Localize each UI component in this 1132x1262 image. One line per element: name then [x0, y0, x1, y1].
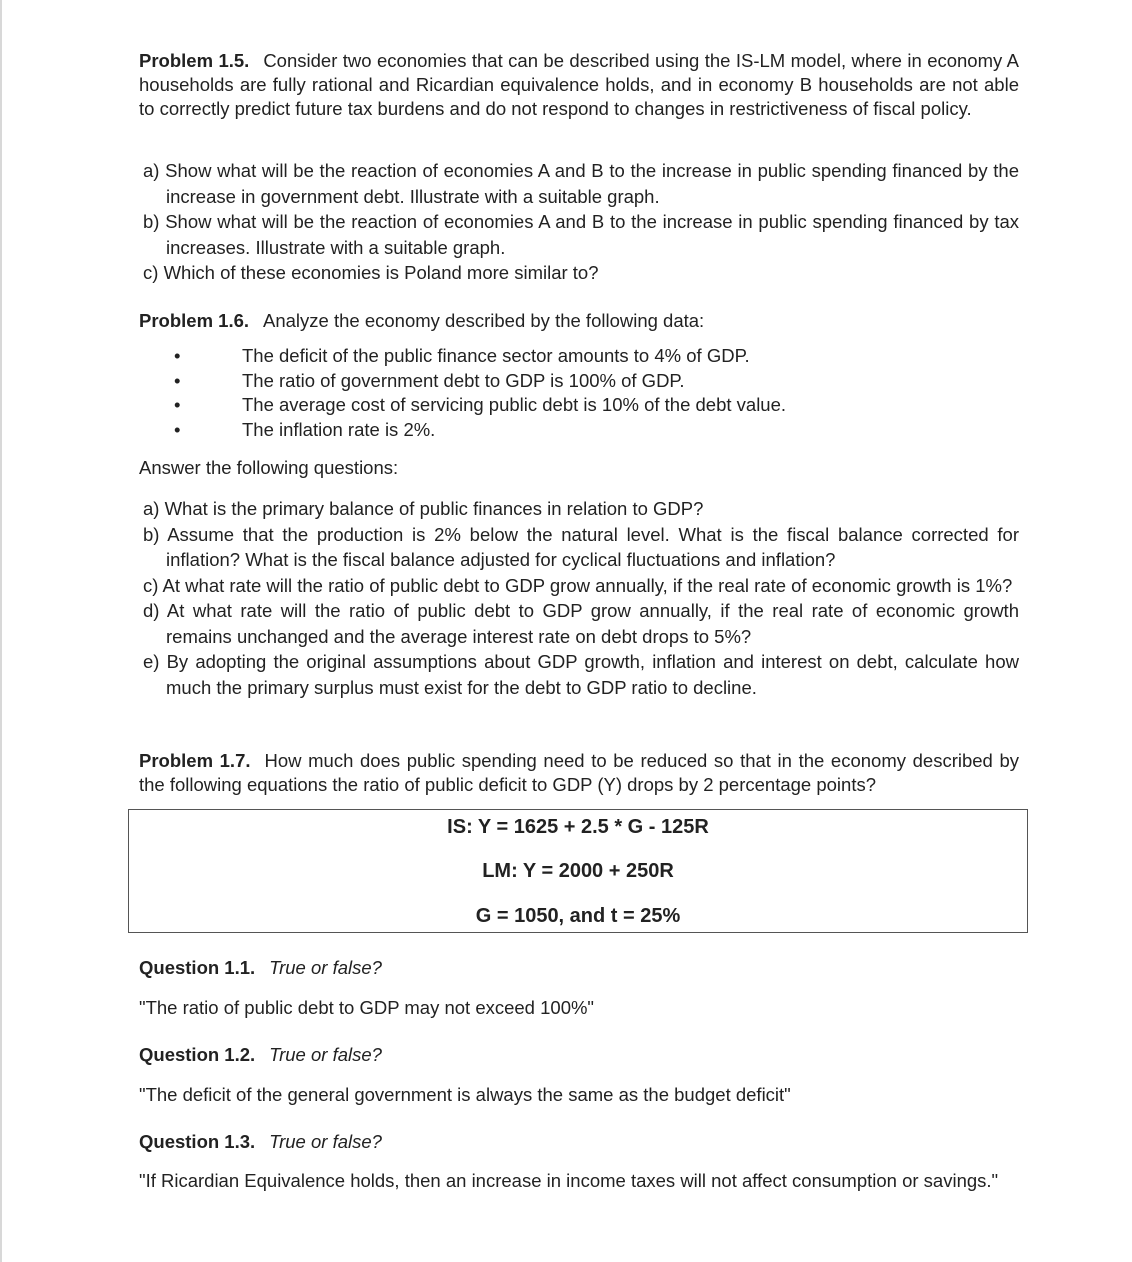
problem-1-6-title: Problem 1.6. [139, 310, 250, 331]
equations-box [128, 809, 1028, 933]
list-item [139, 522, 1019, 573]
parameters-equation: G = 1050, and t = 25% [475, 905, 681, 927]
question-1-2-statement: "The deficit of the general government is always the same as the budget deficit" [139, 1084, 791, 1105]
question-1-1-heading [139, 956, 382, 980]
bullet-text: The average cost of servicing public debt is 10% of the debt value. [242, 394, 787, 415]
item-text: What is the primary balance of public finances in relation to GDP? [164, 498, 704, 519]
list-item [139, 496, 1019, 522]
item-text: Which of these economies is Poland more similar to? [163, 262, 599, 283]
list-item [139, 418, 1019, 443]
bullet-text: The ratio of government debt to GDP is 100% of GDP. [242, 369, 685, 391]
item-text: Show what will be the reaction of economies A and B to the increase in public spending financed by tax increases. Illustrate with a suitable graph. [165, 211, 1019, 258]
question-1-3-statement: "If Ricardian Equivalence holds, then an increase in income taxes will not affect consumption or savings." [139, 1170, 999, 1191]
list-item [139, 344, 1019, 369]
problem-1-6-data-list [139, 344, 1019, 442]
item-label: a) [143, 160, 160, 181]
item-label: c) [143, 574, 159, 596]
list-item [139, 260, 1019, 286]
problem-1-5-text: Consider two economies that can be described using the IS-LM model, where in economy A households are fully rational and Ricardian equivalence holds, and in economy B households are not able to correctly predict future tax burdens and do not respond to changes in restrictiveness of fiscal policy. [139, 50, 1020, 119]
bullet-text: The inflation rate is 2%. [242, 418, 436, 440]
item-label: a) [143, 498, 160, 519]
bullet-icon: • [174, 394, 181, 415]
bullet-text: The deficit of the public finance sector amounts to 4% of GDP. [242, 345, 750, 366]
question-1-1-title: Question 1.1. [139, 957, 256, 978]
problem-1-7-text: How much does public spending need to be reduced so that in the economy described by the following equations the ratio of public deficit to GDP (Y) drops by 2 percentage points? [139, 750, 1019, 795]
question-1-3-prompt: True or false? [269, 1131, 382, 1152]
problem-1-5-intro [139, 49, 1019, 121]
item-text: At what rate will the ratio of public debt to GDP grow annually, if the real rate of economic growth remains unchanged and the average interest rate on debt drops to 5%? [166, 600, 1019, 647]
answer-prompt: Answer the following questions: [139, 457, 399, 478]
question-1-1-prompt: True or false? [269, 957, 382, 978]
list-item [139, 649, 1019, 700]
item-text: At what rate will the ratio of public debt to GDP grow annually, if the real rate of economic growth is 1%? [162, 574, 1013, 596]
item-text: Assume that the production is 2% below the natural level. What is the fiscal balance corrected for inflation? What is the fiscal balance adjusted for cyclical fluctuations and inflation? [166, 523, 1020, 570]
item-text: By adopting the original assumptions about GDP growth, inflation and interest on debt, calculate how much the primary surplus must exist for the debt to GDP ratio to decline. [166, 651, 1019, 698]
item-label: d) [143, 600, 160, 621]
question-1-2-heading [139, 1043, 382, 1067]
question-1-2-prompt: True or false? [269, 1044, 382, 1065]
list-item [139, 209, 1019, 260]
item-label: c) [143, 262, 159, 283]
question-1-1-statement: "The ratio of public debt to GDP may not exceed 100%" [139, 997, 594, 1018]
list-item [139, 369, 1019, 394]
question-1-3-heading [139, 1130, 382, 1154]
bullet-icon: • [174, 369, 181, 391]
bullet-icon: • [174, 418, 181, 440]
bullet-icon: • [174, 345, 181, 366]
item-label: b) [143, 211, 160, 232]
list-item [139, 573, 1019, 599]
question-1-3-title: Question 1.3. [139, 1131, 256, 1152]
item-label: e) [143, 651, 160, 672]
list-item [139, 158, 1019, 209]
item-text: Show what will be the reaction of economies A and B to the increase in public spending financed by the increase in government debt. Illustrate with a suitable graph. [165, 160, 1019, 207]
problem-1-5-title: Problem 1.5. [139, 50, 250, 71]
problem-1-6-heading [139, 309, 704, 333]
is-equation: IS: Y = 1625 + 2.5 * G - 125R [447, 816, 709, 838]
list-item [139, 393, 1019, 418]
lm-equation: LM: Y = 2000 + 250R [482, 860, 674, 882]
problem-1-5-items [139, 158, 1019, 286]
problem-1-6-intro: Analyze the economy described by the following data: [263, 310, 705, 331]
list-item [139, 598, 1019, 649]
problem-1-5 [139, 49, 1019, 121]
problem-1-6-items [139, 496, 1019, 700]
problem-1-7-title: Problem 1.7. [139, 750, 251, 771]
page-left-edge [0, 0, 2, 1262]
question-1-2-title: Question 1.2. [139, 1044, 256, 1065]
item-label: b) [143, 523, 160, 545]
problem-1-7-intro [139, 749, 1019, 797]
